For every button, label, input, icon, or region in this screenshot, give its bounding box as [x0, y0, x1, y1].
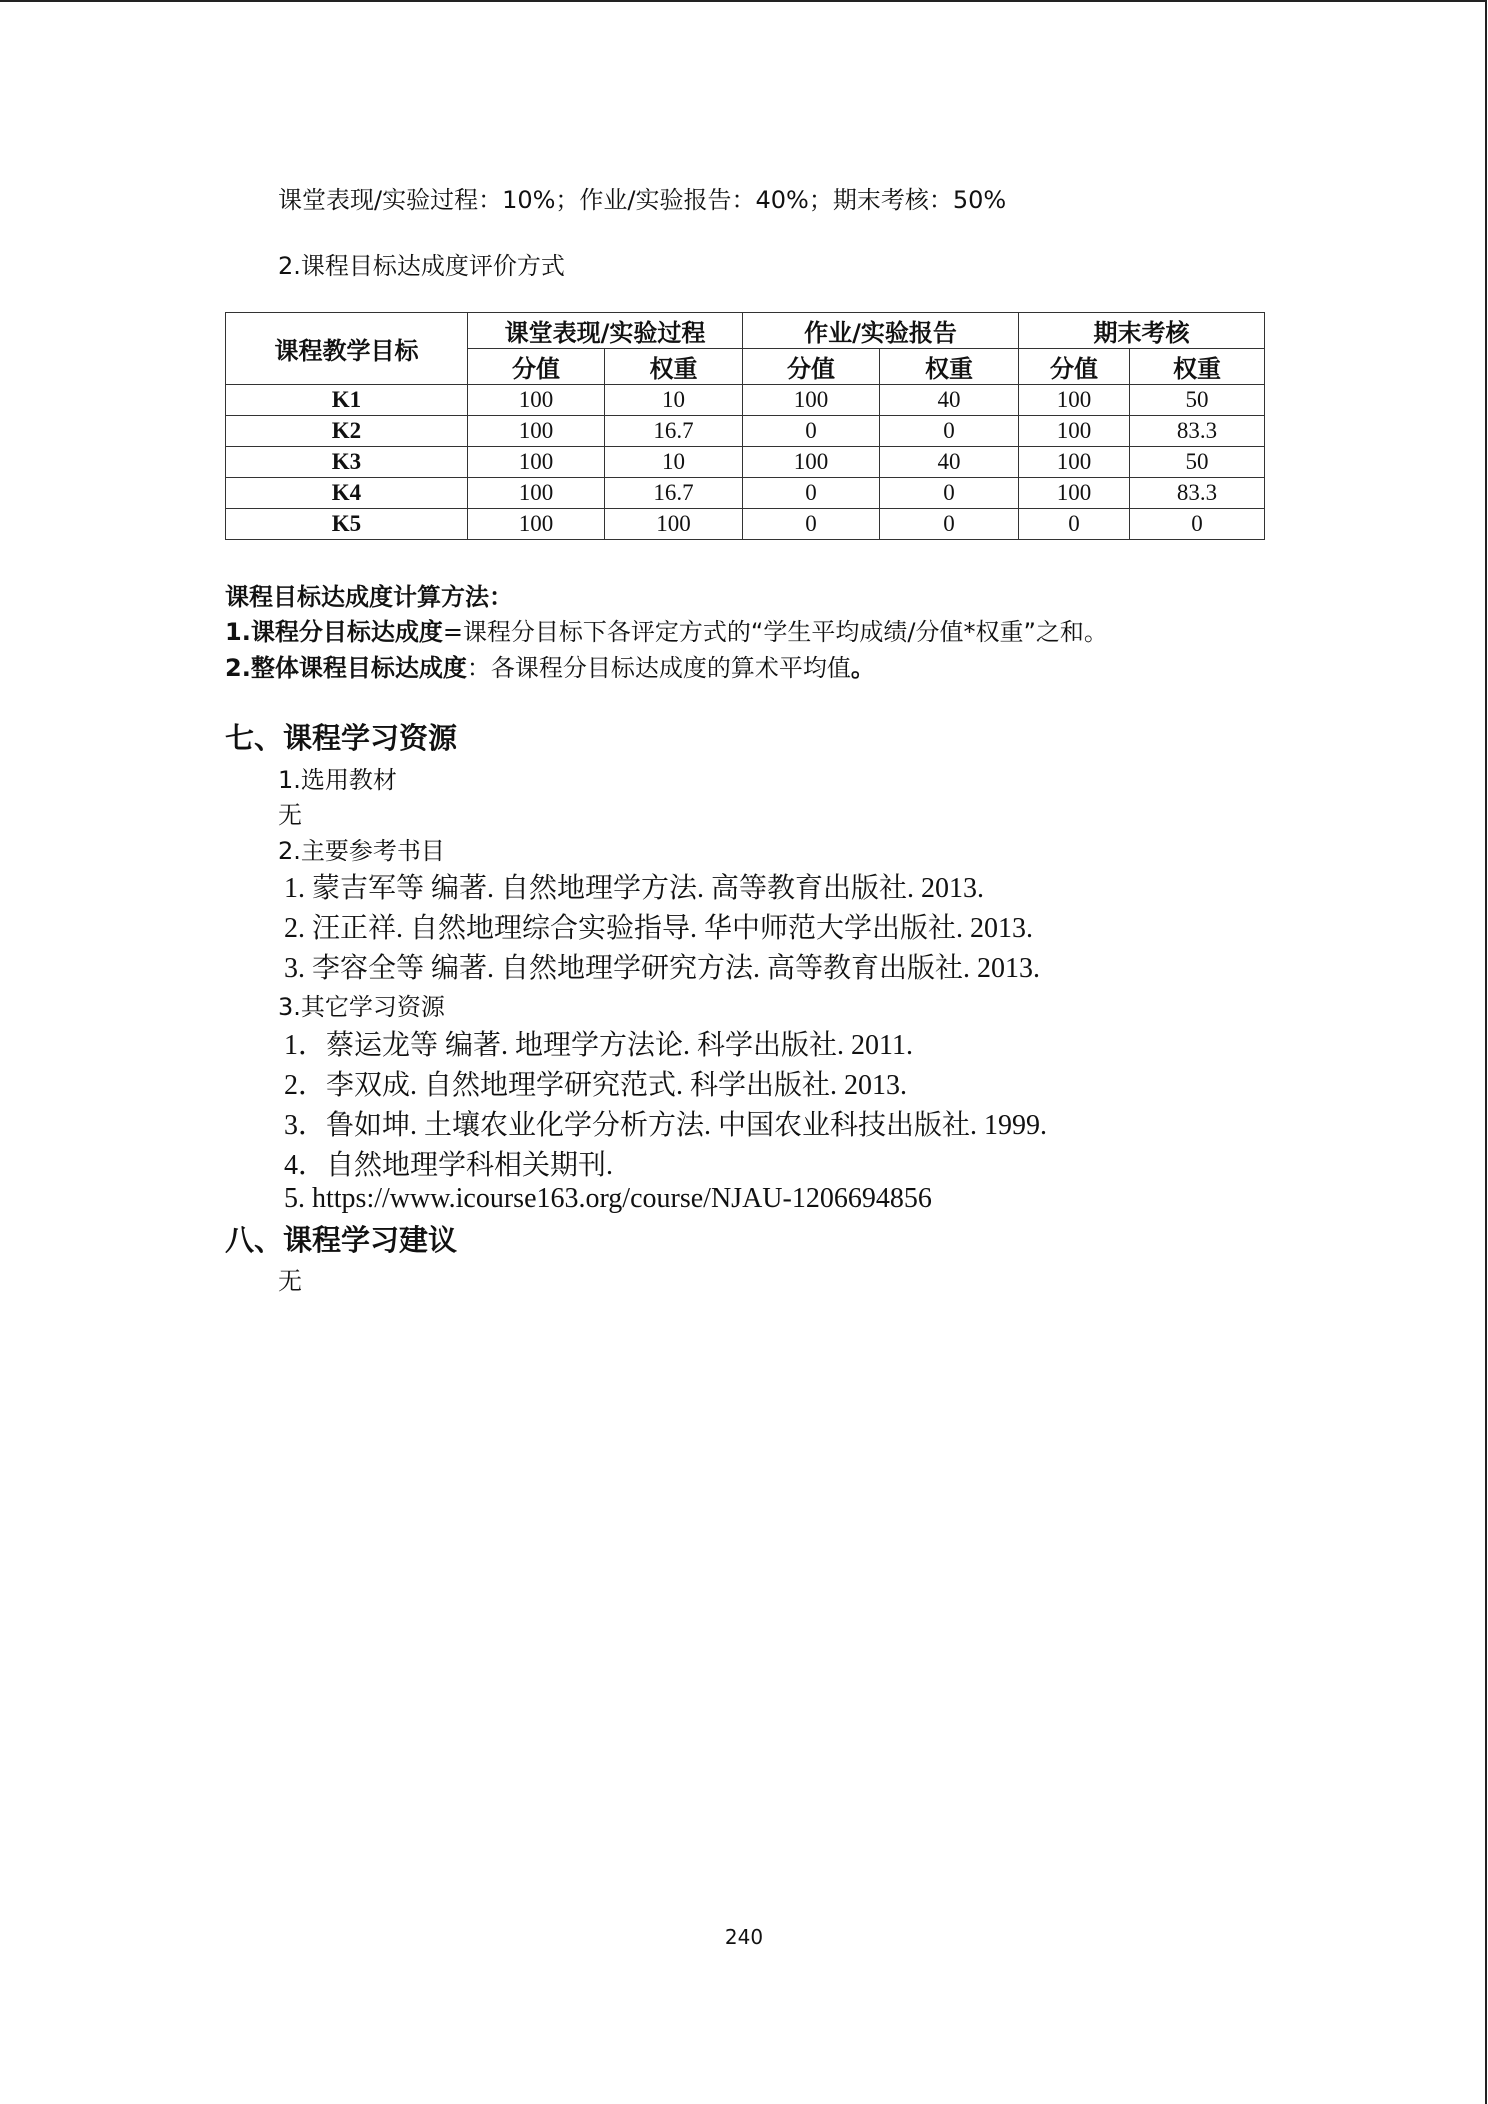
subheader: 分值	[743, 349, 880, 385]
table-row	[226, 416, 1265, 447]
ref-item: 2. 汪正祥. 自然地理综合实验指导. 华中师范大学出版社. 2013.	[284, 913, 1034, 944]
textbook-label: 1.选用教材	[278, 766, 397, 794]
row-key: K4	[226, 478, 468, 509]
table-cell: 0	[743, 509, 880, 540]
table-row	[226, 478, 1265, 509]
group-header: 期末考核	[1019, 313, 1265, 349]
row-key: K3	[226, 447, 468, 478]
row-key: K2	[226, 416, 468, 447]
table-cell: 0	[1019, 509, 1130, 540]
table-cell: 100	[468, 416, 605, 447]
table-cell: 50	[1130, 447, 1265, 478]
table-cell: 0	[880, 478, 1019, 509]
ref-item: 3. 李容全等 编著. 自然地理学研究方法. 高等教育出版社. 2013.	[284, 953, 1041, 984]
table-cell: 100	[605, 509, 743, 540]
textbook-value: 无	[278, 801, 302, 829]
group-header: 课堂表现/实验过程	[468, 313, 743, 349]
calc-item-2-end: 。	[850, 654, 875, 682]
table-cell: 50	[1130, 385, 1265, 416]
table-cell: 10	[605, 385, 743, 416]
calc-item-1	[225, 612, 1108, 647]
page-number: 240	[724, 1925, 764, 1949]
table-cell: 100	[468, 385, 605, 416]
table-header-row	[226, 313, 1265, 349]
table-cell: 100	[1019, 447, 1130, 478]
table-cell: 100	[468, 509, 605, 540]
subheader: 权重	[1130, 349, 1265, 385]
other-resource-item: 1．蔡运龙等 编著. 地理学方法论. 科学出版社. 2011.	[284, 1030, 913, 1061]
table-cell: 100	[468, 478, 605, 509]
subheader: 权重	[880, 349, 1019, 385]
calc-item-2	[225, 648, 875, 683]
table-cell: 100	[1019, 416, 1130, 447]
other-resource-item: 3．鲁如坤. 土壤农业化学分析方法. 中国农业科技出版社. 1999.	[284, 1110, 1048, 1141]
other-resource-item: 5. https://www.icourse163.org/course/NJAU-1206694856	[284, 1183, 932, 1214]
calc-item-2-label: 2.整体课程目标达成度	[225, 654, 467, 682]
ref-item: 1. 蒙吉军等 编著. 自然地理学方法. 高等教育出版社. 2013.	[284, 873, 985, 904]
other-resource-item: 4．自然地理学科相关期刊.	[284, 1150, 614, 1181]
row-key: K1	[226, 385, 468, 416]
table-cell: 100	[1019, 478, 1130, 509]
table-cell: 40	[880, 447, 1019, 478]
other-resources-label: 3.其它学习资源	[278, 993, 445, 1021]
refs-label: 2.主要参考书目	[278, 837, 445, 865]
subheader: 权重	[605, 349, 743, 385]
table-cell: 100	[1019, 385, 1130, 416]
table-cell: 100	[743, 447, 880, 478]
section-8-value: 无	[278, 1267, 302, 1295]
assessment-table	[225, 312, 1265, 540]
table-cell: 100	[743, 385, 880, 416]
table-row	[226, 447, 1265, 478]
other-resource-item: 2．李双成. 自然地理学研究范式. 科学出版社. 2013.	[284, 1070, 908, 1101]
section-7-title: 七、课程学习资源	[225, 721, 458, 755]
section-8-title: 八、课程学习建议	[225, 1223, 458, 1257]
table-corner-header: 课程教学目标	[226, 313, 468, 385]
table-cell: 0	[1130, 509, 1265, 540]
calc-item-2-text: ：各课程分目标达成度的算术平均值	[466, 654, 851, 682]
table-cell: 0	[743, 416, 880, 447]
table-cell: 0	[880, 416, 1019, 447]
calc-item-1-label: 1.课程分目标达成度	[225, 618, 443, 646]
group-header: 作业/实验报告	[743, 313, 1019, 349]
assessment-weights: 课堂表现/实验过程：10%；作业/实验报告：40%；期末考核：50%	[278, 186, 1007, 214]
table-row	[226, 385, 1265, 416]
table-cell: 0	[743, 478, 880, 509]
calc-method-title: 课程目标达成度计算方法：	[225, 583, 513, 611]
section-2-title: 2.课程目标达成度评价方式	[278, 252, 565, 280]
subheader: 分值	[468, 349, 605, 385]
table-cell: 83.3	[1130, 416, 1265, 447]
subheader: 分值	[1019, 349, 1130, 385]
row-key: K5	[226, 509, 468, 540]
table-cell: 83.3	[1130, 478, 1265, 509]
table-cell: 16.7	[605, 416, 743, 447]
table-cell: 16.7	[605, 478, 743, 509]
table-cell: 100	[468, 447, 605, 478]
table-cell: 40	[880, 385, 1019, 416]
table-row	[226, 509, 1265, 540]
calc-item-1-text: =课程分目标下各评定方式的“学生平均成绩/分值*权重”之和。	[442, 618, 1108, 646]
table-cell: 0	[880, 509, 1019, 540]
table-cell: 10	[605, 447, 743, 478]
